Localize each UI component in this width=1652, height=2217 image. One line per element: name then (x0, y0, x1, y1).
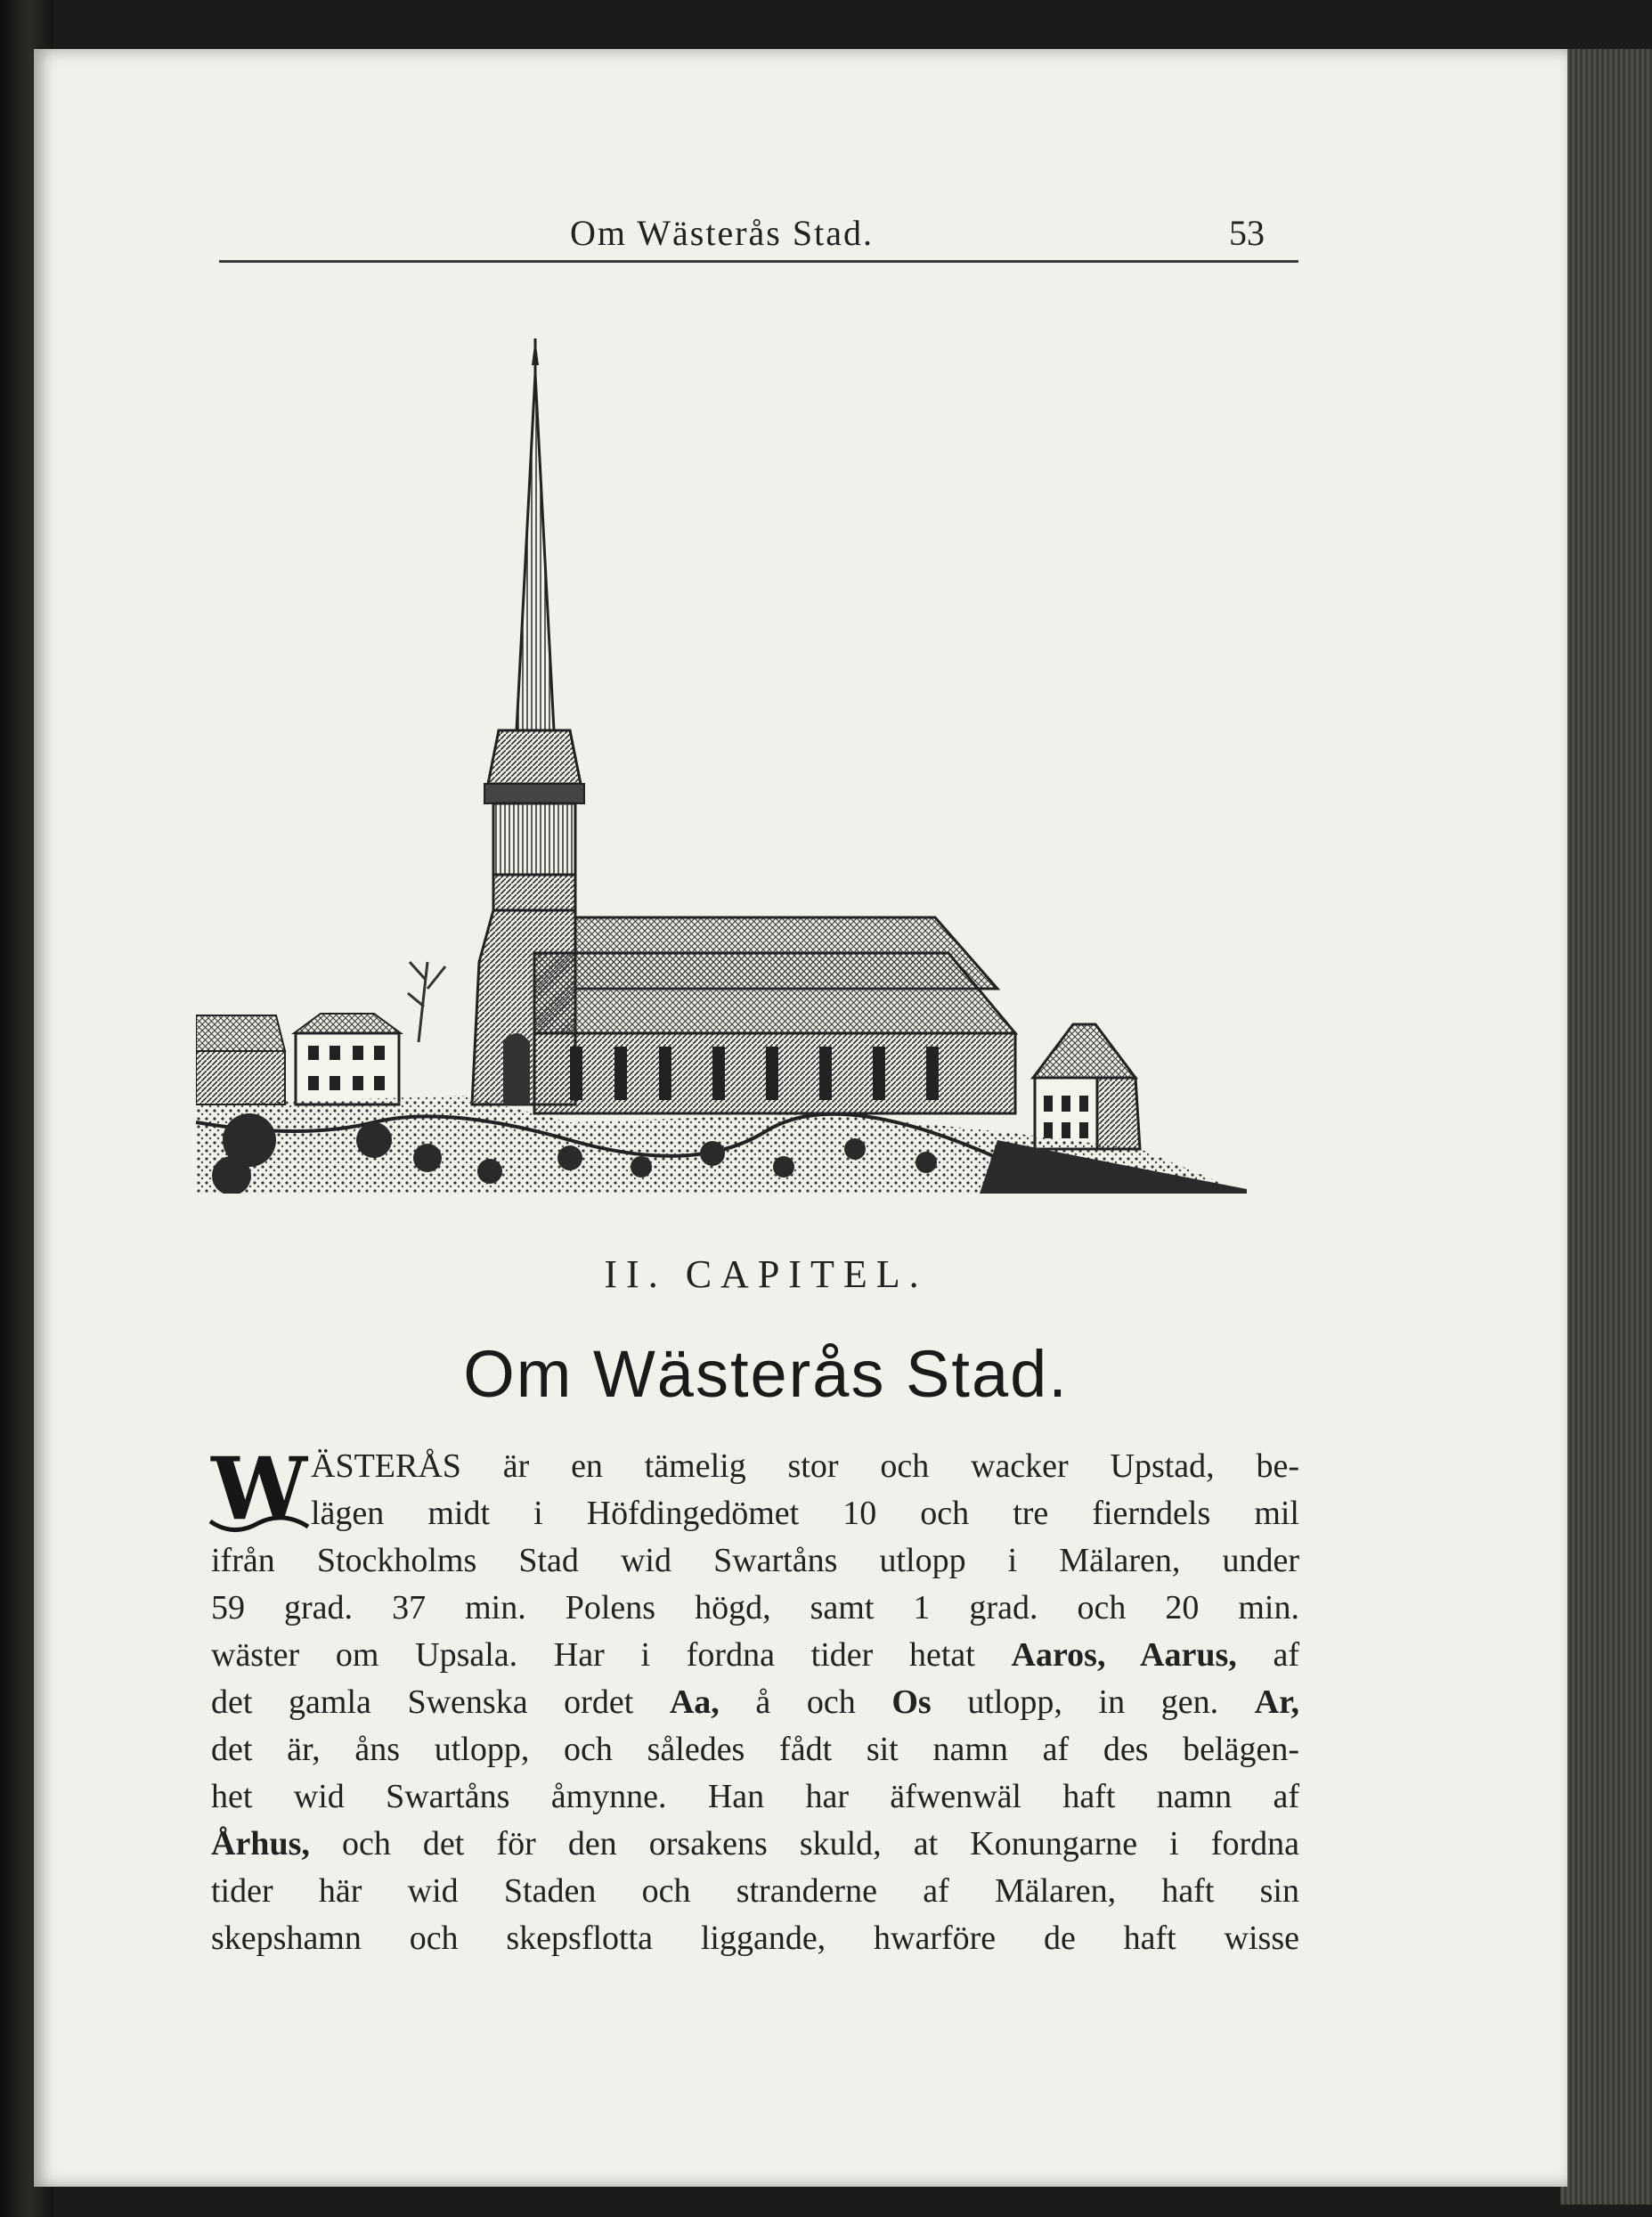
page-edges (1560, 49, 1652, 2205)
body-line-8: het wid Swartåns åmynne. Han har äfwenwäl haft namn af (211, 1778, 1299, 1815)
page-number: 53 (1229, 213, 1265, 253)
running-head: Om Wästerås Stad. (570, 213, 874, 253)
header-rule (219, 260, 1298, 263)
body-line-9: Århus, och det för den orsakens skuld, at Konungarne i fordna (211, 1825, 1299, 1862)
body-line-11: skepshamn och skepsflotta liggande, hwarföre de haft wisse (211, 1919, 1299, 1957)
church-engraving (196, 338, 1336, 1194)
body-line-6: det gamla Swenska ordet Aa, å och Os utlopp, in gen. Ar, (211, 1683, 1299, 1721)
body-line-3: ifrån Stockholms Stad wid Swartåns utlopp i Mälaren, under (211, 1542, 1299, 1579)
body-line-1: ÄSTERÅS är en tämelig stor och wacker Upstad, be- (311, 1447, 1299, 1485)
chapter-title: Om Wästerås Stad. (463, 1337, 1069, 1411)
body-text (211, 1439, 1299, 1962)
body-line-7: det är, åns utlopp, och således fådt sit namn af des belägen- (211, 1731, 1299, 1768)
body-line-2: lägen midt i Höfdingedömet 10 och tre fierndels mil (311, 1495, 1299, 1532)
body-line-10: tider här wid Staden och stranderne af Mälaren, haft sin (211, 1872, 1299, 1910)
body-line-5: wäster om Upsala. Har i fordna tider hetat Aaros, Aarus, af (211, 1636, 1299, 1674)
body-line-4: 59 grad. 37 min. Polens högd, samt 1 grad. och 20 min. (211, 1589, 1299, 1626)
drop-cap: W (211, 1439, 307, 1539)
chapter-label: II. CAPITEL. (604, 1252, 928, 1296)
